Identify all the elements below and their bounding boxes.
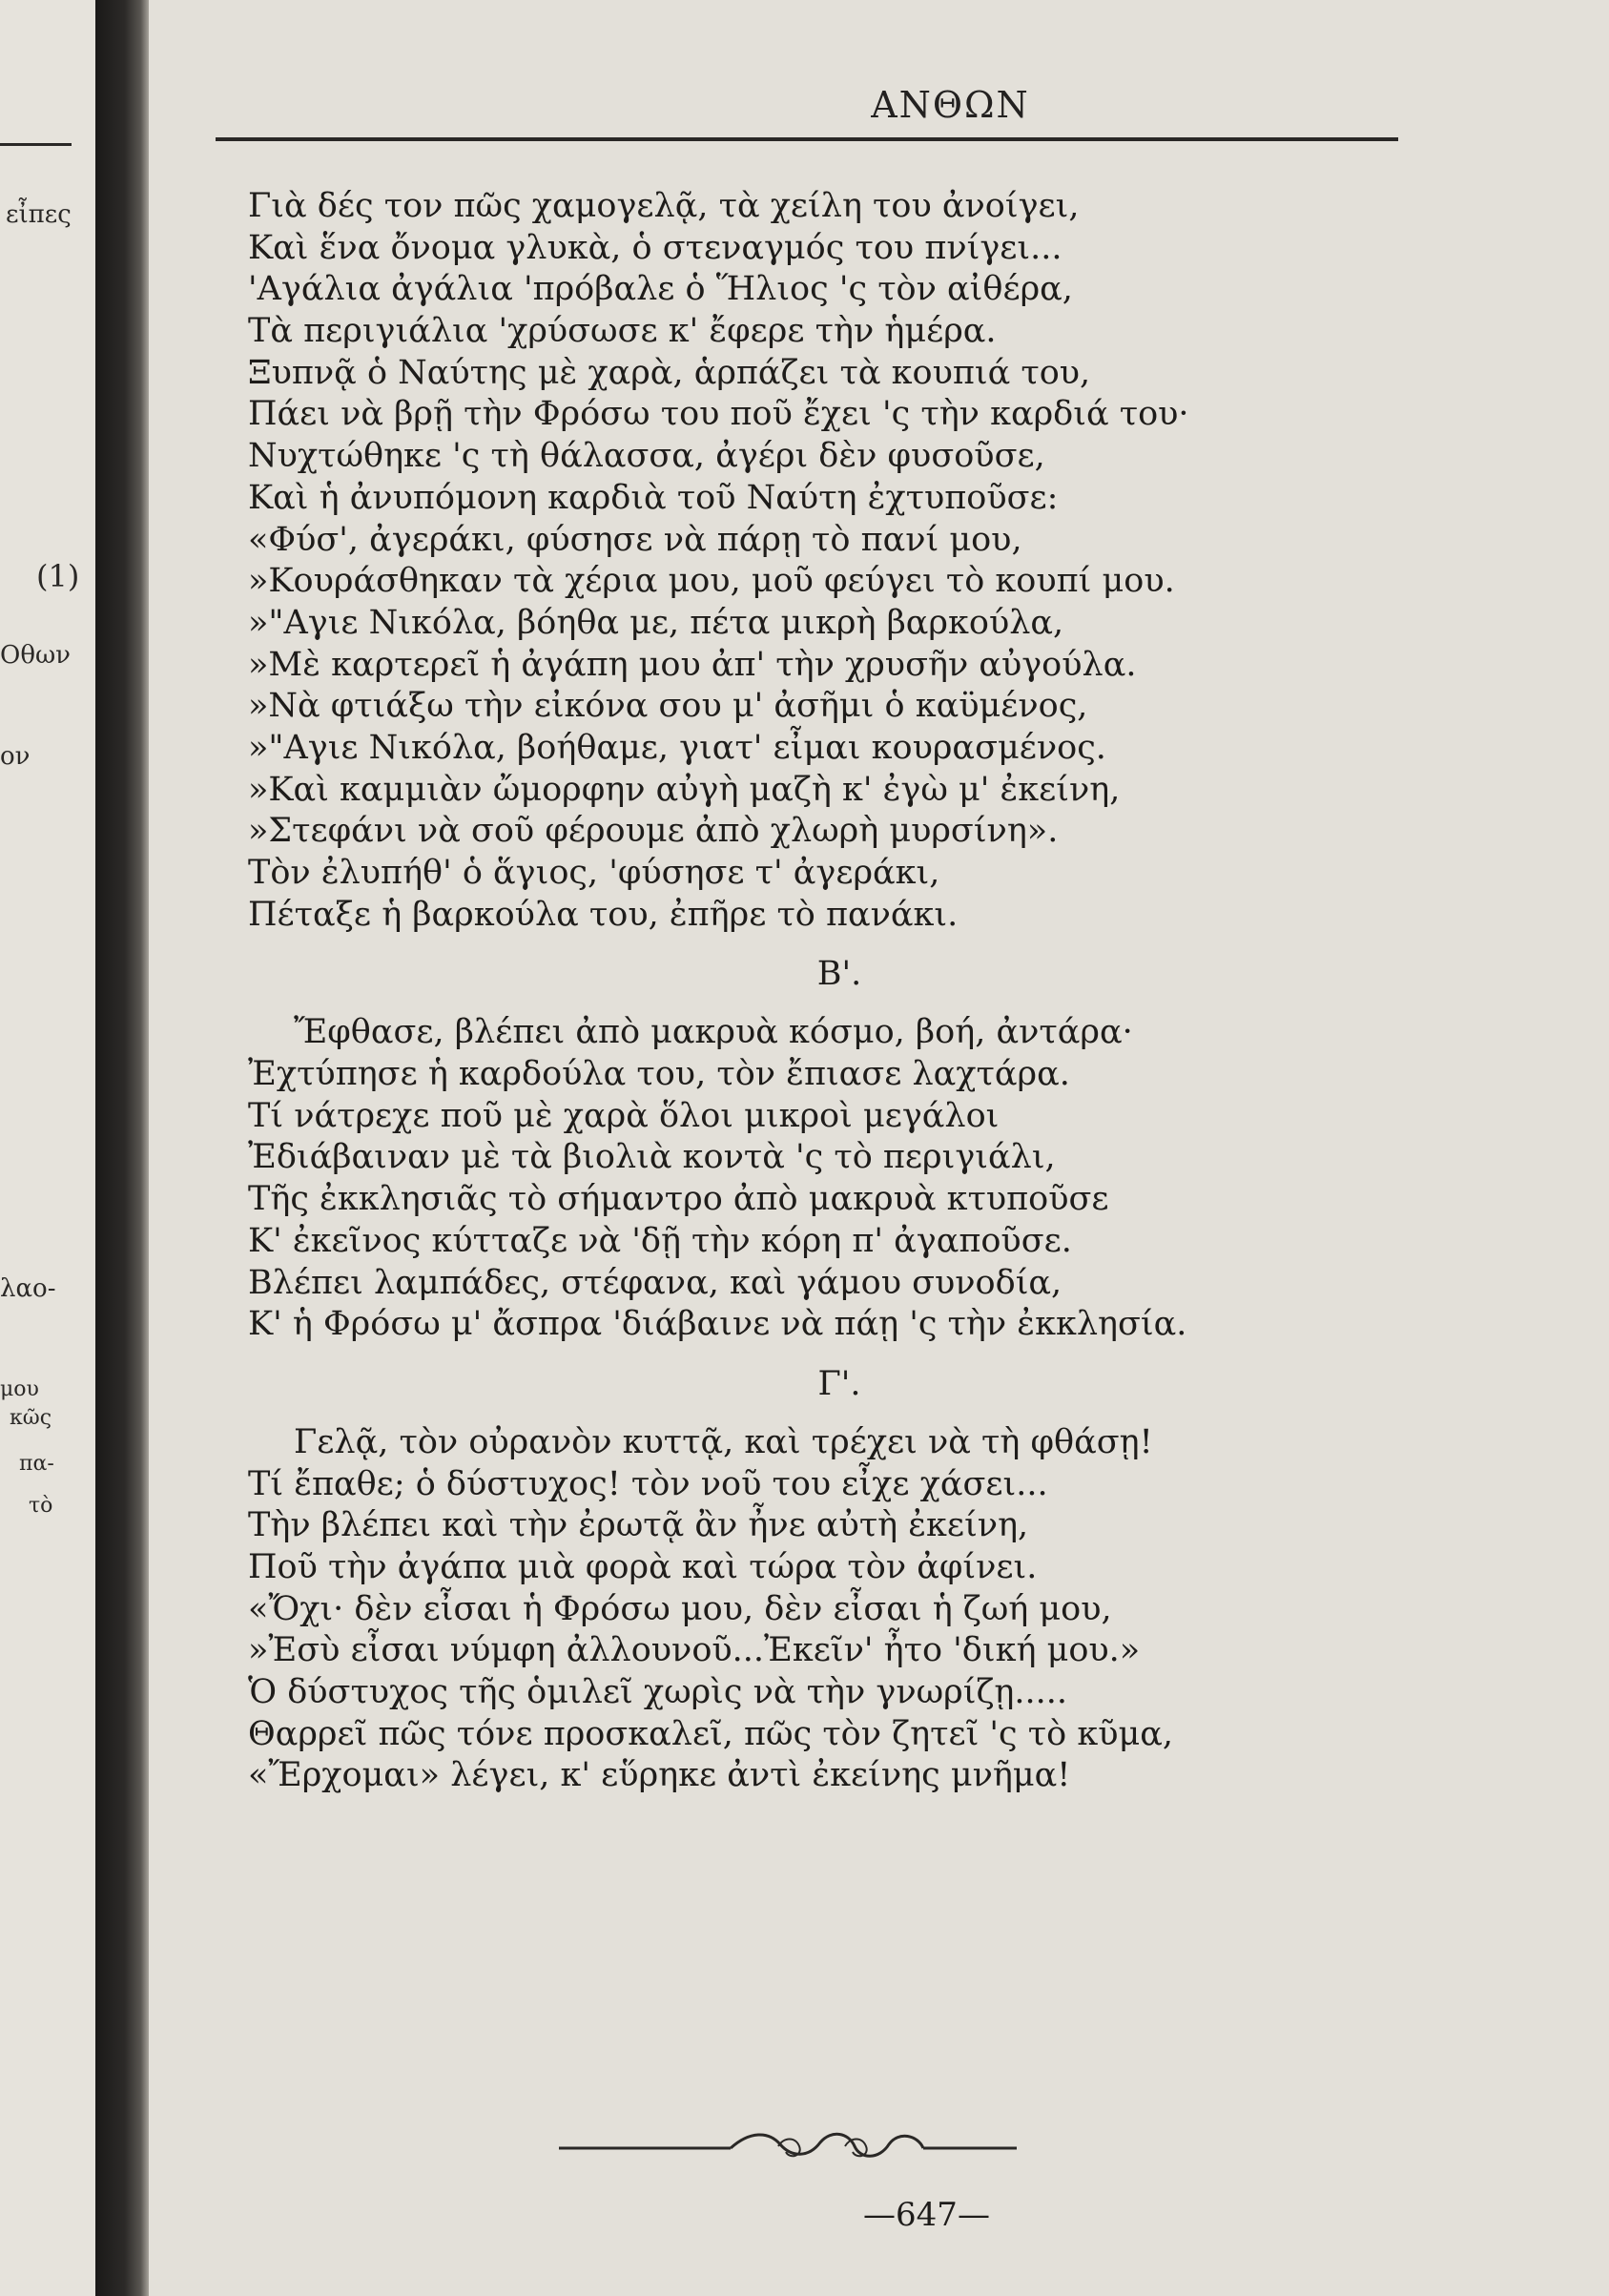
stanza-2	[248, 1012, 1431, 1346]
verse-line: Πέταξε ἡ βαρκούλα του, ἐπῆρε τὸ πανάκι.	[248, 895, 959, 934]
verse-line: »Μὲ καρτερεῖ ἡ ἀγάπη μου ἀπ' τὴν χρυσῆν αὐγούλα.	[248, 645, 1137, 684]
verse-line: »Ἐσὺ εἶσαι νύμφη ἀλλουνοῦ...Ἐκεῖν' ἦτο 'δική μου.»	[248, 1631, 1141, 1670]
verse-line: Τὰ περιγιάλια 'χρύσωσε κ' ἔφερε τὴν ἡμέρα.	[248, 312, 997, 351]
previous-page-fragment: πα-	[19, 1452, 54, 1476]
stanza-1	[248, 186, 1431, 936]
verse-line: »Στεφάνι νὰ σοῦ φέρουμε ἀπὸ χλωρὴ μυρσίνη».	[248, 812, 1059, 851]
previous-page-fragment: μου	[0, 1377, 39, 1401]
verse-line: Τὸν ἐλυπήθ' ὁ ἅγιος, 'φύσησε τ' ἀγεράκι,	[248, 854, 940, 892]
previous-page-fragment: τὸ	[29, 1494, 53, 1518]
verse-line: »"Αγιε Νικόλα, βοήθαμε, γιατ' εἶμαι κουρασμένος.	[248, 728, 1106, 767]
poem-body	[248, 186, 1431, 1797]
stanza-3	[248, 1422, 1431, 1797]
verse-line: «Ὄχι· δὲν εἶσαι ἡ Φρόσω μου, δὲν εἶσαι ἡ ζωή μου,	[248, 1589, 1112, 1628]
verse-line: Καὶ ἕνα ὄνομα γλυκὰ, ὁ στεναγμός του πνίγει...	[248, 228, 1062, 267]
previous-page-edge	[0, 0, 95, 2296]
verse-line: Ἐδιάβαιναν μὲ τὰ βιολιὰ κοντὰ 'ς τὸ περιγιάλι,	[248, 1138, 1056, 1177]
verse-line: Ὁ δύστυχος τῆς ὁμιλεῖ χωρὶς νὰ τὴν γνωρίζῃ.....	[248, 1673, 1068, 1711]
verse-line: «Φύσ', ἀγεράκι, φύσησε νὰ πάρῃ τὸ πανί μου,	[248, 520, 1022, 559]
previous-page-fragment: ον	[0, 742, 31, 771]
verse-line: »Καὶ καμμιὰν ὤμορφην αὐγὴ μαζὴ κ' ἐγὼ μ' ἐκείνη,	[248, 770, 1121, 809]
previous-page-fragment: κῶς	[10, 1406, 52, 1430]
verse-line: Κ' ἡ Φρόσω μ' ἄσπρα 'διάβαινε νὰ πάῃ 'ς τὴν ἐκκλησία.	[248, 1305, 1187, 1344]
section-heading-g: Γ'.	[817, 1364, 861, 1403]
verse-line: Γιὰ δές τον πῶς χαμογελᾷ, τὰ χείλη του ἀνοίγει,	[248, 187, 1080, 225]
verse-line: Καὶ ἡ ἀνυπόμονη καρδιὰ τοῦ Ναύτη ἐχτυποῦσε:	[248, 478, 1059, 517]
verse-line: Ἐχτύπησε ἡ καρδούλα του, τὸν ἔπιασε λαχτάρα.	[248, 1055, 1070, 1094]
verse-line: Τί ἔπαθε; ὁ δύστυχος! τὸν νοῦ του εἶχε χάσει...	[248, 1464, 1048, 1503]
verse-line: «Ἔρχομαι» λέγει, κ' εὕρηκε ἀντὶ ἐκείνης μνῆμα!	[248, 1756, 1071, 1795]
verse-line: Νυχτώθηκε 'ς τὴ θάλασσα, ἀγέρι δὲν φυσοῦσε,	[248, 437, 1045, 476]
verse-line: Ξυπνᾷ ὁ Ναύτης μὲ χαρὰ, ἁρπάζει τὰ κουπιά του,	[248, 353, 1091, 392]
closing-ornament-icon	[559, 2127, 1055, 2165]
running-head: ΑΝΘΩΝ	[871, 84, 1030, 126]
verse-line: Πάει νὰ βρῇ τὴν Φρόσω του ποῦ ἔχει 'ς τὴν καρδιά του·	[248, 395, 1189, 434]
page-number: —647—	[863, 2196, 990, 2234]
verse-line: »Νὰ φτιάξω τὴν εἰκόνα σου μ' ἀσῆμι ὁ καϋμένος,	[248, 687, 1088, 726]
book-page	[149, 0, 1609, 2296]
verse-line: »"Αγιε Νικόλα, βόηθα με, πέτα μικρὴ βαρκούλα,	[248, 603, 1064, 642]
verse-line: Θαρρεῖ πῶς τόνε προσκαλεῖ, πῶς τὸν ζητεῖ 'ς τὸ κῦμα,	[248, 1714, 1174, 1753]
section-heading-b: Β'.	[816, 955, 862, 994]
verse-line: Βλέπει λαμπάδες, στέφανα, καὶ γάμου συνοδία,	[248, 1263, 1062, 1302]
verse-line: Ποῦ τὴν ἀγάπα μιὰ φορὰ καὶ τώρα τὸν ἀφίνει.	[248, 1547, 1038, 1586]
verse-line: Τῆς ἐκκλησιᾶς τὸ σήμαντρο ἀπὸ μακρυὰ κτυποῦσε	[248, 1180, 1109, 1219]
previous-page-fragment: εἶπες	[6, 200, 72, 229]
previous-page-fragment: λαο-	[0, 1274, 56, 1303]
previous-page-fragment: (1)	[36, 558, 80, 594]
verse-line: Γελᾷ, τὸν οὐρανὸν κυττᾷ, καὶ τρέχει νὰ τὴ φθάσῃ!	[294, 1422, 1153, 1461]
verse-line: Ἔφθασε, βλέπει ἀπὸ μακρυὰ κόσμο, βοή, ἀντάρα·	[294, 1013, 1133, 1052]
book-gutter-shadow	[95, 0, 149, 2296]
verse-line: Τί νάτρεχε ποῦ μὲ χαρὰ ὅλοι μικροὶ μεγάλοι	[248, 1096, 1000, 1135]
previous-page-rule	[0, 143, 72, 146]
verse-line: Τὴν βλέπει καὶ τὴν ἐρωτᾷ ἂν ἦνε αὐτὴ ἐκείνη,	[248, 1506, 1029, 1545]
verse-line: »Κουράσθηκαν τὰ χέρια μου, μοῦ φεύγει τὸ κουπί μου.	[248, 562, 1175, 601]
verse-line: Κ' ἐκεῖνος κύτταζε νὰ 'δῇ τὴν κόρη π' ἀγαποῦσε.	[248, 1221, 1072, 1260]
verse-line: 'Αγάλια ἀγάλια 'πρόβαλε ὁ Ἥλιος 'ς τὸν αἰθέρα,	[248, 270, 1073, 309]
previous-page-fragment: Οθων	[0, 641, 71, 670]
header-rule	[216, 137, 1398, 141]
